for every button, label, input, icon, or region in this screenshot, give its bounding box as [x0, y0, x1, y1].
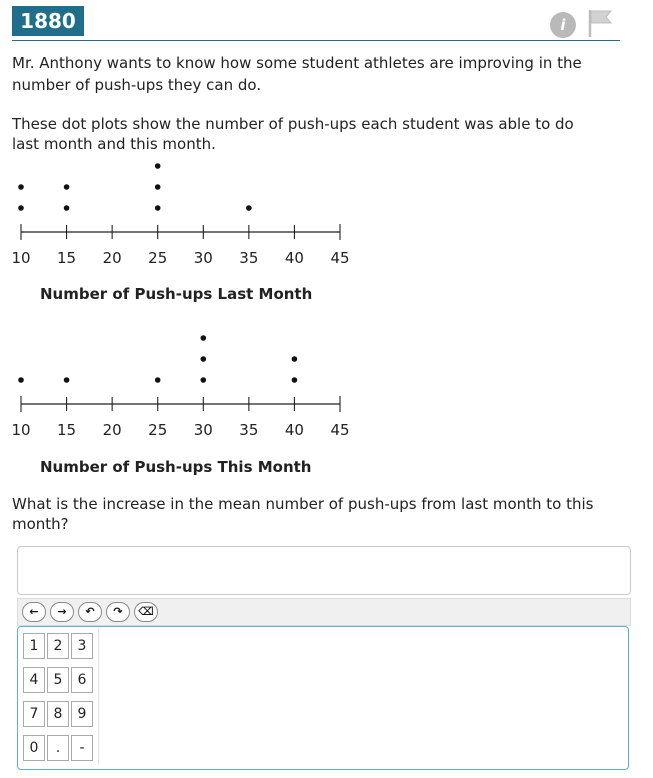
keypad-key[interactable]: 4 [23, 667, 45, 693]
data-dot [155, 163, 161, 169]
prompt-line: These dot plots show the number of push-ups each student was able to do [12, 115, 574, 133]
tick-label: 40 [284, 249, 304, 265]
keypad-key[interactable]: 8 [47, 701, 69, 727]
plot-title-last-month: Number of Push-ups Last Month [40, 285, 313, 303]
data-dot [64, 377, 70, 383]
answer-input[interactable] [17, 546, 631, 595]
tick-label: 20 [102, 249, 122, 265]
dot-plot-this-month [0, 332, 360, 437]
keypad-key[interactable]: 7 [23, 701, 45, 727]
right-arrow-button[interactable]: → [50, 602, 74, 622]
data-dot [64, 205, 70, 211]
keypad-key[interactable]: 6 [71, 667, 93, 693]
data-dot [155, 184, 161, 190]
undo-button[interactable]: ↶ [78, 602, 102, 622]
keypad-key[interactable]: 9 [71, 701, 93, 727]
tick-label: 45 [330, 249, 350, 265]
number-keypad [17, 626, 629, 770]
tick-label: 40 [284, 421, 304, 437]
question-number: 1880 [12, 6, 84, 36]
keypad-key[interactable]: 0 [23, 735, 45, 761]
tick-label: 30 [193, 249, 213, 265]
tick-label: 20 [102, 421, 122, 437]
data-dot [200, 356, 206, 362]
data-dot [64, 184, 70, 190]
prompt-text-2 [12, 114, 622, 154]
keypad-key[interactable]: - [71, 735, 93, 761]
plot-title-this-month: Number of Push-ups This Month [40, 458, 312, 476]
data-dot [200, 335, 206, 341]
question-header [12, 6, 620, 41]
data-dot [155, 377, 161, 383]
prompt-text [12, 52, 622, 96]
keypad-divider [98, 629, 99, 765]
tick-label: 15 [57, 249, 77, 265]
info-icon[interactable]: i [550, 12, 576, 38]
tick-label: 25 [148, 249, 168, 265]
delete-button[interactable]: ⌫ [134, 602, 158, 622]
prompt-line: last month and this month. [12, 135, 216, 153]
flag-icon[interactable] [586, 8, 614, 38]
dot-plot-last-month [0, 160, 360, 265]
left-arrow-button[interactable]: ← [22, 602, 46, 622]
redo-button[interactable]: ↷ [106, 602, 130, 622]
tick-label: 30 [193, 421, 213, 437]
question-line: What is the increase in the mean number of push-ups from last month to this [12, 495, 594, 513]
keypad-key[interactable]: 2 [47, 633, 69, 659]
data-dot [18, 205, 24, 211]
tick-label: 10 [11, 421, 31, 437]
data-dot [155, 205, 161, 211]
tick-label: 45 [330, 421, 350, 437]
data-dot [292, 377, 298, 383]
data-dot [246, 205, 252, 211]
question-line: month? [12, 515, 69, 533]
keypad-key[interactable]: 5 [47, 667, 69, 693]
data-dot [200, 377, 206, 383]
tick-label: 10 [11, 249, 31, 265]
equation-toolbar [17, 598, 631, 626]
data-dot [18, 184, 24, 190]
tick-label: 35 [239, 249, 259, 265]
tick-label: 15 [57, 421, 77, 437]
prompt-line: Mr. Anthony wants to know how some student athletes are improving in the [12, 54, 582, 72]
data-dot [18, 377, 24, 383]
keypad-key[interactable]: 1 [23, 633, 45, 659]
prompt-line: number of push-ups they can do. [12, 76, 262, 94]
keypad-key[interactable]: . [47, 735, 69, 761]
tick-label: 25 [148, 421, 168, 437]
data-dot [292, 356, 298, 362]
question-text [12, 494, 622, 534]
tick-label: 35 [239, 421, 259, 437]
keypad-key[interactable]: 3 [71, 633, 93, 659]
